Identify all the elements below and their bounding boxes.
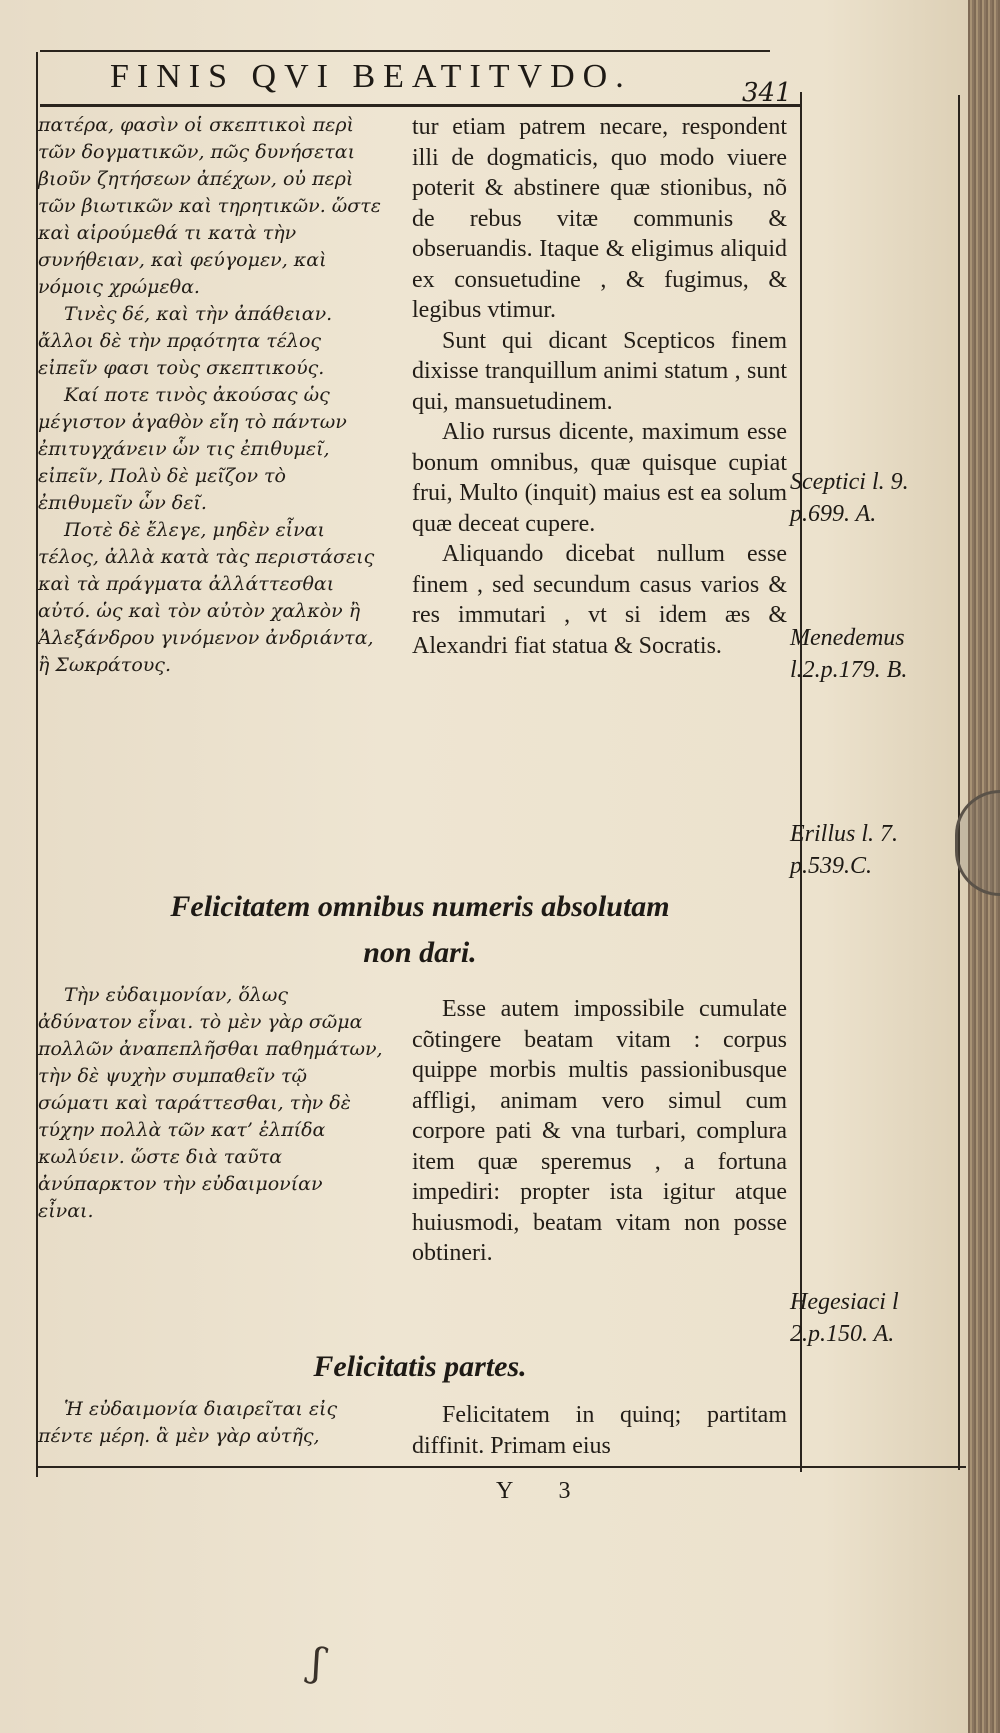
- running-title: FINIS QVI BEATITVDO.: [110, 58, 632, 95]
- latin-paragraph: Sunt qui dicant Scepticos finem dixisse tranquillum animi statum , sunt qui, mansuetudinem.: [412, 327, 787, 415]
- latin-column-1: [412, 112, 787, 661]
- bottom-rule: [36, 1466, 966, 1468]
- section-heading-2: Felicitatis partes.: [313, 1350, 527, 1383]
- margin-note-line: p.699. A.: [790, 501, 877, 527]
- margin-note-line: Sceptici l. 9.: [790, 469, 909, 495]
- margin-note-line: Erillus l. 7.: [790, 821, 899, 847]
- greek-column-3: [38, 1396, 383, 1450]
- right-edge-rule: [958, 95, 960, 1470]
- latin-paragraph: Aliquando dicebat nullum esse finem , sed secundum casus varios & res immutari , vt si idem æs & Alexandri fiat statua & Socratis.: [412, 541, 787, 659]
- margin-note-sceptici: [790, 466, 940, 530]
- margin-divider-rule: [800, 92, 802, 1472]
- section-heading-1b: non dari.: [363, 936, 477, 969]
- ink-mark: ʃ: [307, 1639, 328, 1687]
- top-rule: [40, 50, 770, 52]
- margin-note-erillus: [790, 818, 940, 882]
- latin-column-2: [412, 994, 787, 1269]
- latin-paragraph: Esse autem impossibile cumulate cõtingere beatam vitam : corpus quippe morbis multis passionibusque affligi, animam vero simul cum corpore pati & vna turbari, complura item quæ speremus , a fortuna impediri: propter ista igitur atque huiusmodi, beatam vitam non posse obtineri.: [412, 996, 787, 1266]
- margin-note-line: l.2.p.179. B.: [790, 657, 908, 683]
- greek-paragraph: πατέρα, φασὶν οἱ σκεπτικοὶ περὶ τῶν δογματικῶν, πῶς δυνήσεται βιοῦν ζητήσεων ἀπέχων, οὐ περὶ τῶν βιωτικῶν καὶ τηρητικῶν. ὥστε καὶ αἱρούμεθά τι κατὰ τὴν συνήθειαν, καὶ φεύγομεν, καὶ νόμοις χρώμεθα.: [38, 114, 381, 298]
- latin-paragraph: Alio rursus dicente, maximum esse bonum omnibus, quæ quisque cupiat frui, Multo (inquit) maius est ea solum quæ deceat cupere.: [412, 419, 787, 537]
- margin-note-line: p.539.C.: [790, 853, 873, 879]
- greek-column-2: [38, 982, 383, 1225]
- page-number: 341: [742, 78, 792, 108]
- greek-paragraph: Τὴν εὐδαιμονίαν, ὅλως ἀδύνατον εἶναι. τὸ μὲν γὰρ σῶμα πολλῶν ἀναπεπλῆσθαι παθημάτων, τὴν δὲ ψυχὴν συμπαθεῖν τῷ σώματι καὶ ταράττεσθαι, τὴν δὲ τύχην πολλὰ τῶν κατ’ ἐλπίδα κωλύειν. ὥστε διὰ ταῦτα ἀνύπαρκτον τὴν εὐδαιμονίαν εἶναι.: [38, 984, 383, 1222]
- latin-column-3: [412, 1400, 787, 1461]
- greek-paragraph: Τινὲς δέ, καὶ τὴν ἀπάθειαν. ἄλλοι δὲ τὴν πρᾳότητα τέλος εἰπεῖν φασι τοὺς σκεπτικούς.: [38, 303, 333, 379]
- margin-note-menedemus: [790, 622, 940, 686]
- greek-paragraph: Ἡ εὐδαιμονία διαιρεῖται εἰς πέντε μέρη. ἃ μὲν γὰρ αὐτῆς,: [38, 1398, 338, 1447]
- greek-paragraph: Ποτὲ δὲ ἔλεγε, μηδὲν εἶναι τέλος, ἀλλὰ κατὰ τὰς περιστάσεις καὶ τὰ πράγματα ἀλλάττεσθαι αὐτό. ὡς καὶ τὸν αὐτὸν χαλκὸν ἢ Ἀλεξάνδρου γινόμενον ἀνδριάντα, ἢ Σωκράτους.: [38, 519, 375, 676]
- margin-note-hegesiaci: [790, 1286, 940, 1350]
- header-rule: [40, 104, 800, 107]
- greek-column-1: [38, 112, 383, 679]
- section-heading-1: Felicitatem omnibus numeris absolutam: [170, 890, 670, 923]
- margin-note-line: 2.p.150. A.: [790, 1321, 895, 1347]
- latin-paragraph: tur etiam patrem necare, respondent illi de dogmaticis, quo modo viuere poterit & abstinere quæ stionibus, nõ de rebus vitæ communis & obseruandis. Itaque & eligimus aliquid ex consuetudine , & fugimus, & legibus vtimur.: [412, 114, 787, 323]
- signature-mark: Y 3: [496, 1478, 591, 1504]
- margin-note-line: Menedemus: [790, 625, 905, 651]
- greek-paragraph: Καί ποτε τινὸς ἀκούσας ὡς μέγιστον ἀγαθὸν εἴη τὸ πάντων ἐπιτυγχάνειν ὧν τις ἐπιθυμεῖ, εἰπεῖν, Πολὺ δὲ μεῖζον τὸ ἐπιθυμεῖν ὧν δεῖ.: [38, 384, 347, 514]
- latin-paragraph: Felicitatem in quinq; partitam diffinit. Primam eius: [412, 1402, 787, 1459]
- margin-note-line: Hegesiaci l: [790, 1289, 899, 1315]
